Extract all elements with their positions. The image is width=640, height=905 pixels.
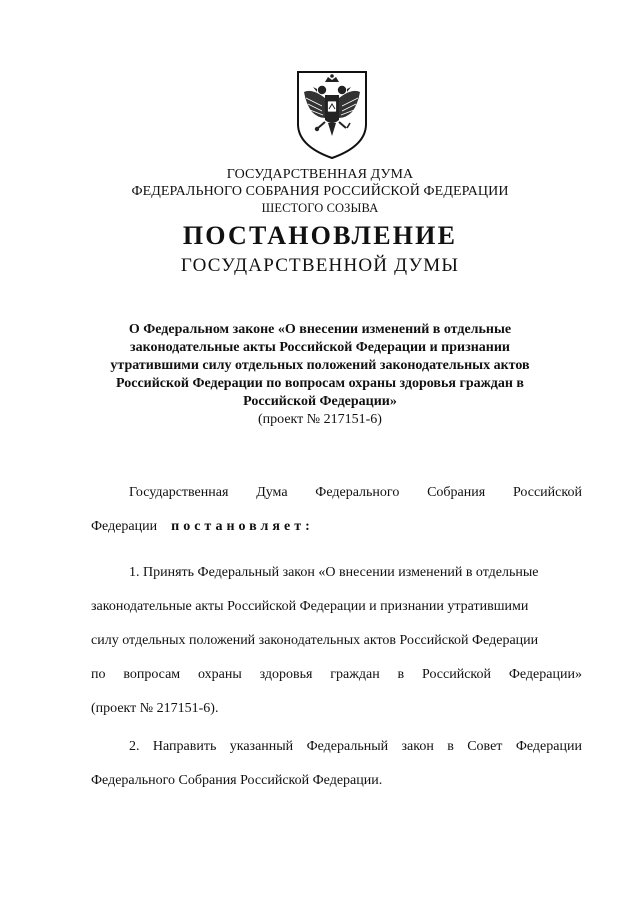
word: в: [397, 667, 405, 682]
document-title: ПОСТАНОВЛЕНИЕ: [182, 221, 458, 250]
item2-line-1: [91, 735, 582, 769]
word: закон: [401, 739, 434, 754]
word: охраны: [197, 667, 242, 682]
word: Дума: [256, 485, 288, 500]
word: Российской: [512, 485, 582, 500]
preamble-start: Федерации: [91, 519, 158, 534]
item1-line-5: (проект № 217151-6).: [91, 701, 219, 716]
word: здоровья: [259, 667, 313, 682]
word: вопросам: [123, 667, 181, 682]
subject-line-3: утратившими силу отдельных положений законодательных актов: [110, 358, 530, 373]
word: Совет: [467, 739, 503, 754]
issuer-line-1: ГОСУДАРСТВЕННАЯ ДУМА: [226, 167, 414, 182]
document-subject: [100, 321, 540, 411]
word: Федерального: [315, 485, 400, 500]
word: в: [447, 739, 454, 754]
word: Российской: [422, 667, 491, 682]
word: Государственная: [129, 485, 229, 500]
word: граждан: [330, 667, 380, 682]
project-number: (проект № 217151-6): [258, 412, 382, 427]
issuer-line-3: ШЕСТОГО СОЗЫВА: [261, 201, 379, 215]
document-body: [91, 481, 582, 803]
subject-line-4: Российской Федерации по вопросам охраны здоровья граждан в: [116, 376, 524, 391]
subject-line-1: О Федеральном законе «О внесении изменений в отдельные: [128, 322, 512, 337]
item1-line-2: законодательные акты Российской Федерации и признании утратившими: [91, 599, 529, 614]
word: по: [91, 667, 106, 682]
word: Федеральный: [306, 739, 389, 754]
word: Собрания: [427, 485, 486, 500]
word: Федерации: [515, 739, 582, 754]
item1-line-1: 1. Принять Федеральный закон «О внесении изменений в отдельные: [129, 565, 539, 580]
item2-line-2: Федерального Собрания Российской Федерации.: [91, 773, 383, 788]
issuer-line-2: ФЕДЕРАЛЬНОГО СОБРАНИЯ РОССИЙСКОЙ ФЕДЕРАЦИИ: [131, 184, 509, 199]
preamble-line-1: [91, 481, 582, 515]
coat-of-arms-icon: [292, 68, 372, 160]
word: Федерации»: [508, 667, 582, 682]
subject-line-2: законодательные акты Российской Федерации и признании: [130, 340, 510, 355]
word: 2.: [129, 739, 140, 754]
document-subtitle: ГОСУДАРСТВЕННОЙ ДУМЫ: [180, 255, 460, 276]
issuer-header: [0, 166, 640, 217]
item1-line-3: силу отдельных положений законодательных актов Российской Федерации: [91, 633, 539, 648]
item1-line-4: [91, 663, 582, 697]
preamble-line-2: [91, 515, 582, 549]
word: указанный: [229, 739, 294, 754]
word: Направить: [152, 739, 217, 754]
subject-line-5: Российской Федерации»: [243, 394, 397, 409]
decree-word: постановляет:: [171, 519, 314, 534]
